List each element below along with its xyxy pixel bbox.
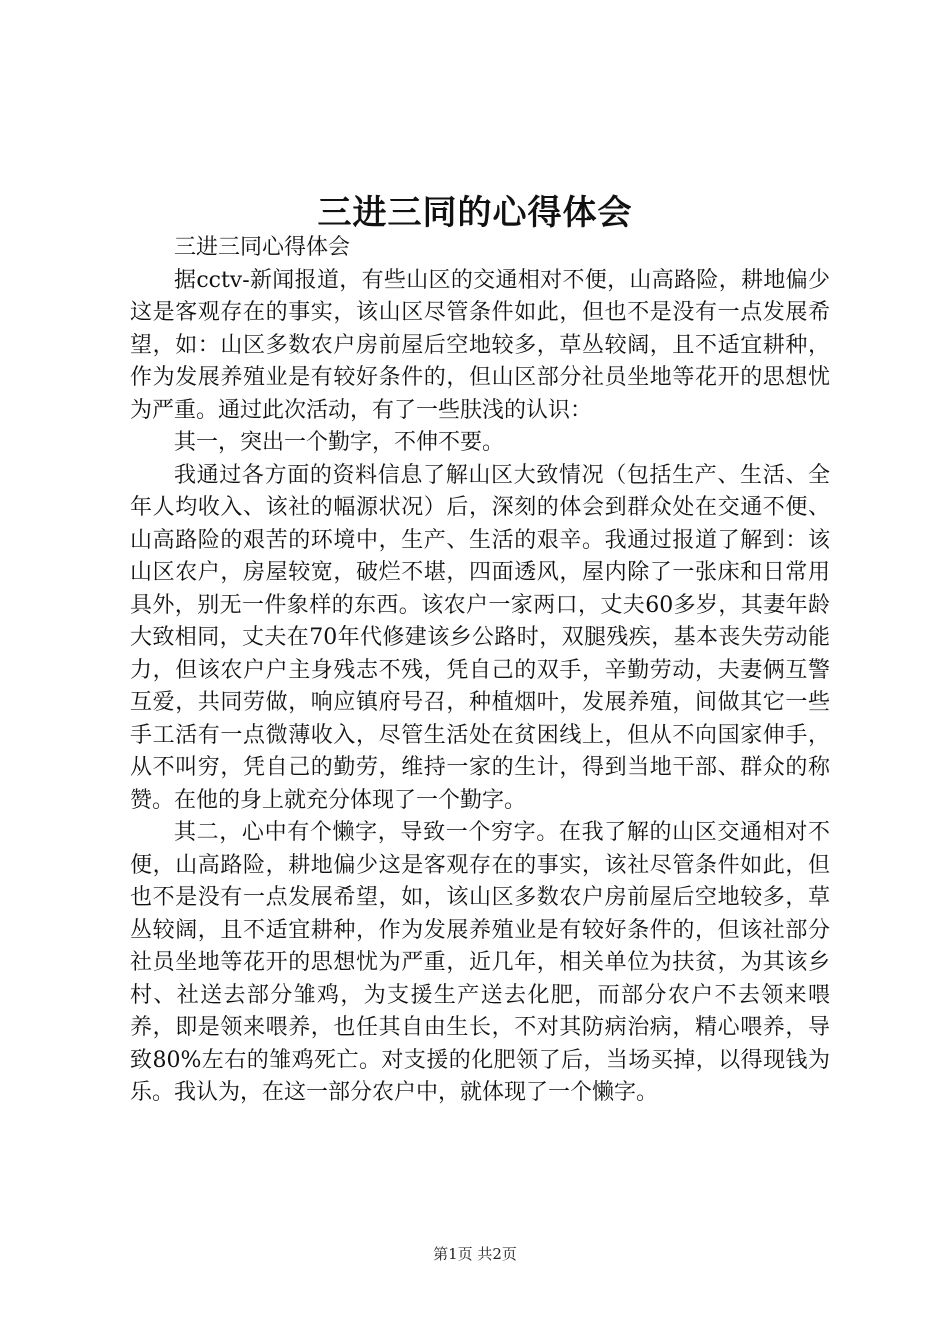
paragraph-point-two: 其二，心中有个懒字，导致一个穷字。在我了解的山区交通相对不便，山高路险，耕地偏少这是客观存在的事实，该社尽管条件如此，但也不是没有一点发展希望，如，该山区多数农户房前屋后空地较多，草丛较阔，且不适宜耕种，作为发展养殖业是有较好条件的，但该社部分社员坐地等花开的思想忧为严重，近几年，相关单位为扶贫，为其该乡村、社送去部分雏鸡，为支援生产送去化肥，而部分农户不去领来喂养，即是领来喂养，也任其自由生长，不对其防病治病，精心喂养，导致80%左右的雏鸡死亡。对支援的化肥领了后，当场买掉，以得现钱为乐。我认为，在这一部分农户中，就体现了一个懒字。 — [130, 820, 830, 1105]
document-body — [130, 232, 830, 1110]
paragraph-point-one: 其一，突出一个勤字，不伸不要。 — [174, 430, 505, 455]
paragraph-point-one-detail: 我通过各方面的资料信息了解山区大致情况（包括生产、生活、全年人均收入、该社的幅源状况）后，深刻的体会到群众处在交通不便、山高路险的艰苦的环境中，生产、生活的艰辛。我通过报道了解到：该山区农户，房屋较宽，破烂不堪，四面透风，屋内除了一张床和日常用具外，别无一件象样的东西。该农户一家两口，丈夫60多岁，其妻年龄大致相同，丈夫在70年代修建该乡公路时，双腿残疾，基本丧失劳动能力，但该农户户主身残志不残，凭自己的双手，辛勤劳动，夫妻俩互警互爱，共同劳做，响应镇府号召，种植烟叶，发展养殖，间做其它一些手工活有一点微薄收入，尽管生活处在贫困线上，但从不向国家伸手，从不叫穷，凭自己的勤劳，维持一家的生计，得到当地干部、群众的称赞。在他的身上就充分体现了一个勤字。 — [130, 462, 830, 813]
paragraph-intro: 据cctv-新闻报道，有些山区的交通相对不便，山高路险，耕地偏少这是客观存在的事实，该山区尽管条件如此，但也不是没有一点发展希望，如：山区多数农户房前屋后空地较多，草丛较阔，且不适宜耕种，作为发展养殖业是有较好条件的，但山区部分社员坐地等花开的思想忧为严重。通过此次活动，有了一些肤浅的认识： — [130, 267, 830, 423]
paragraph-subtitle: 三进三同心得体会 — [174, 235, 351, 260]
page-footer: 第1页 共2页 — [433, 1245, 517, 1263]
document-title: 三进三同的心得体会 — [317, 193, 633, 233]
